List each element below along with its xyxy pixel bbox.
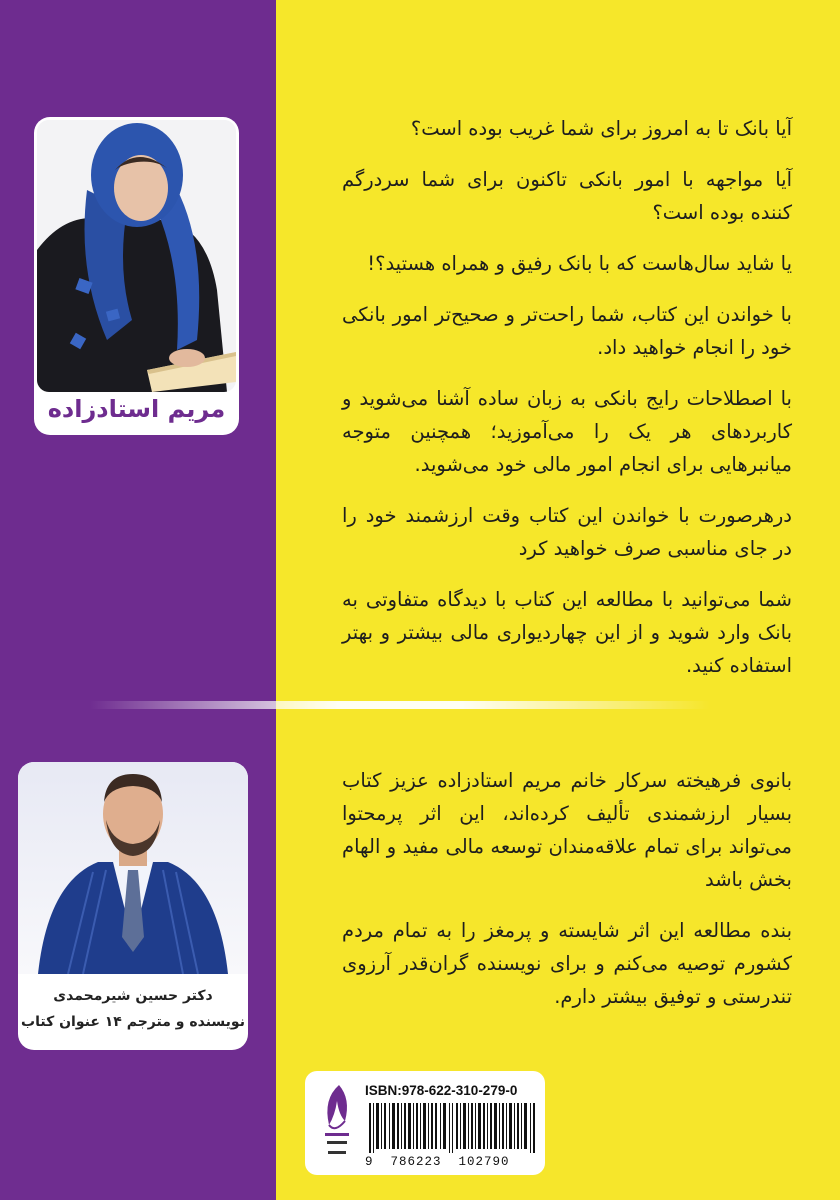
barcode-icon [369, 1103, 535, 1153]
man-in-suit-photo [18, 762, 248, 974]
author-name: مریم استادزاده [47, 395, 226, 423]
intro-paragraph: آیا بانک تا به امروز برای شما غریب بوده است؟ [410, 117, 792, 140]
woman-reading-book-photo [37, 120, 236, 392]
endorsement-text [342, 764, 792, 1031]
intro-paragraph: شما می‌توانید با مطالعه این کتاب با دیدگاه متفاوتی به بانک وارد شوید و از این چهاردیواری مالی بیشتر و بهتر استفاده کنید. [342, 588, 792, 677]
author-card [34, 117, 239, 435]
intro-paragraph: با اصطلاحات رایج بانکی به زبان ساده آشنا می‌شوید و کاربردهای هر یک را می‌آموزید؛ همچنین متوجه میانبرهایی برای انجام امور مالی خود می‌شوید. [342, 387, 792, 476]
intro-paragraph: یا شاید سال‌هاست که با بانک رفیق و همراه هستید؟! [367, 252, 792, 275]
reviewer-card [18, 762, 248, 1050]
isbn-label: ISBN:978-622-310-279-0 [365, 1083, 518, 1098]
intro-paragraph: آیا مواجهه با امور بانکی تاکنون برای شما سردرگم کننده بوده است؟ [342, 168, 792, 224]
endorsement-paragraph: بانوی فرهیخته سرکار خانم مریم استادزاده عزیز کتاب بسیار ارزشمندی تألیف کرده‌اند، این اثر پرمحتوا می‌تواند برای تمام علاقه‌مندان توسعه مالی مفید و الهام بخش باشد [342, 769, 792, 891]
intro-paragraph: درهرصورت با خواندن این کتاب وقت ارزشمند خود را در جای مناسبی صرف خواهید کرد [342, 504, 792, 560]
quill-logo-icon [317, 1081, 357, 1167]
reviewer-role: نویسنده و مترجم ۱۴ عنوان کتاب [21, 1014, 245, 1030]
isbn-barcode-box [305, 1071, 545, 1175]
barcode-digits: 9 786223 102790 [365, 1155, 510, 1169]
reviewer-name: دکتر حسین شیرمحمدی [53, 988, 213, 1004]
section-divider [90, 701, 710, 709]
intro-text [342, 112, 792, 700]
endorsement-paragraph: بنده مطالعه این اثر شایسته و پرمغز را به تمام مردم کشورم توصیه می‌کنم و برای نویسنده گران‌قدر آرزوی تندرستی و توفیق بیشتر دارم. [342, 919, 792, 1008]
intro-paragraph: با خواندن این کتاب، شما راحت‌تر و صحیح‌تر امور بانکی خود را انجام خواهید داد. [342, 303, 792, 359]
